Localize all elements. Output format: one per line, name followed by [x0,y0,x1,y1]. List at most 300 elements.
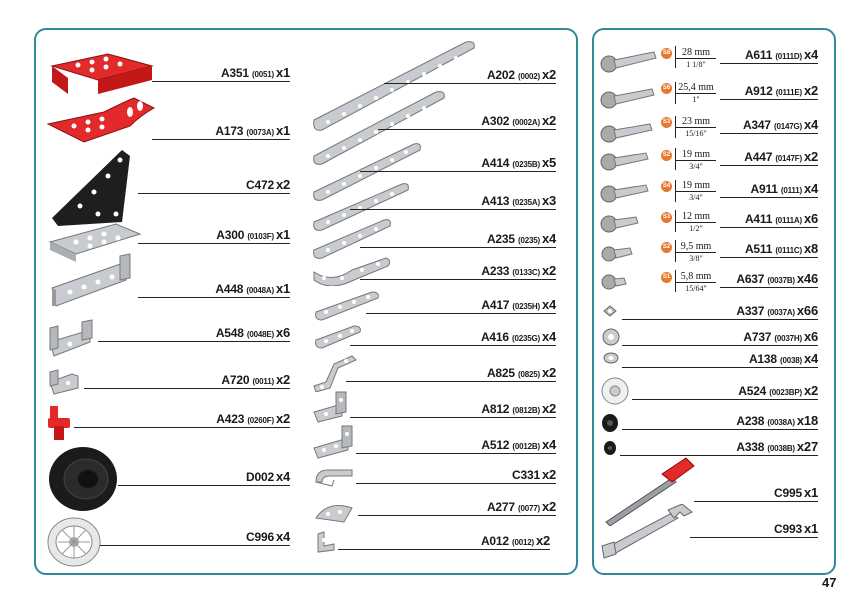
length-inch: 3/4" [689,193,703,202]
part-code: (0038A) [767,418,795,427]
part-qty: x2 [275,177,290,192]
part-code: (0111) [780,186,802,195]
part-number: A238 [736,414,765,428]
screw-length [676,212,716,233]
part-qty: x2 [541,499,556,514]
screw-length [676,181,716,202]
part-row [720,114,818,134]
screw-size-badge: S8 [661,48,672,59]
part-qty: x4 [541,437,556,452]
part-row [100,526,290,546]
leader-line [720,197,818,198]
length-mm: 25,4 mm [676,83,716,94]
separator [675,82,676,104]
part-code: (0260F) [247,416,274,425]
square-nut-image [602,304,618,318]
part-qty: x2 [541,263,556,278]
leader-line [360,279,556,280]
part-qty: x1 [803,521,818,536]
length-mm: 12 mm [676,212,716,223]
part-number: A512 [481,438,510,452]
part-row [346,362,556,382]
part-code: (0111E) [775,88,802,97]
part-code: (0002A) [512,118,540,127]
separator [675,116,676,138]
part-label [736,271,818,286]
leader-line [138,243,290,244]
part-row [98,322,290,342]
part-row [358,496,556,516]
length-mm: 9,5 mm [676,242,716,253]
red-connector-image [44,404,74,442]
part-row [720,146,818,166]
part-number: C331 [512,468,540,482]
leader-line [378,129,556,130]
part-number: A912 [744,84,773,98]
part-label [246,469,290,484]
part-code: (0111A) [775,216,802,225]
part-number: A416 [480,330,509,344]
leader-line [690,537,818,538]
screw-length [676,150,716,171]
length-inch: 1 1/8" [686,60,706,69]
part-row [350,398,556,418]
part-label [736,303,818,318]
leader-line [100,545,290,546]
screw-size-badge: S4 [661,181,672,192]
leader-line [632,399,818,400]
part-code: (0048E) [246,330,274,339]
part-row [360,152,556,172]
part-number: A173 [215,124,244,138]
hook-bracket-image [312,460,358,490]
part-qty: x1 [803,485,818,500]
length-mm: 19 mm [676,181,716,192]
screw-length [676,117,716,138]
leader-line [338,549,550,550]
part-row [720,238,818,258]
part-row [632,380,818,400]
part-code: (0235A) [512,198,540,207]
part-row [384,64,556,84]
leader-line [118,485,290,486]
length-mm: 28 mm [676,48,716,59]
leader-line [620,455,818,456]
part-row [350,190,556,210]
part-code: (0051) [252,70,274,79]
part-qty: x2 [803,83,818,98]
part-row [84,369,290,389]
leader-line [84,388,290,389]
part-qty: x66 [796,303,818,318]
part-label [751,181,818,196]
leader-line [622,319,818,320]
length-inch: 15/16" [685,129,707,138]
part-code: (0077) [518,504,540,513]
part-label [481,297,556,312]
flanged-plate-red-image [48,44,158,99]
leader-line [720,63,818,64]
part-label [512,467,556,482]
part-row [138,224,290,244]
part-number: A548 [215,326,244,340]
pulley-image [600,376,630,406]
part-code: (0023BP) [769,388,802,397]
part-row [360,260,556,280]
double-bracket-image [46,250,140,314]
part-number: A337 [736,304,765,318]
part-label [743,329,818,344]
part-number: C472 [246,178,274,192]
separator [675,240,676,262]
length-mm: 23 mm [676,117,716,128]
part-number: C995 [774,486,802,500]
leader-line [360,247,556,248]
angle-bracket-image [312,390,352,424]
part-qty: x2 [541,467,556,482]
part-qty: x46 [796,271,818,286]
part-row [620,436,818,456]
part-row [622,348,818,368]
separator [675,46,676,68]
part-number: A720 [221,373,250,387]
part-number: A411 [744,212,773,226]
part-label [743,117,818,132]
part-number: A233 [481,264,510,278]
part-qty: x4 [803,47,818,62]
part-row [720,208,818,228]
part-row [690,518,818,538]
separator [675,270,676,292]
part-qty: x27 [796,439,818,454]
part-qty: x2 [275,411,290,426]
part-number: A347 [742,118,771,132]
part-code: (0037B) [767,276,795,285]
part-row [694,482,818,502]
screw-size-badge: S1 [661,272,672,283]
screw-size-badge: S2 [661,242,672,253]
screw-image [600,240,658,266]
part-qty: x2 [803,383,818,398]
part-code: (0235H) [512,302,540,311]
part-label [221,372,290,387]
part-label [221,65,290,80]
part-code: (0038B) [767,444,795,453]
leader-line [74,427,290,428]
part-row [622,326,818,346]
part-qty: x1 [275,227,290,242]
page-number: 47 [822,575,837,590]
length-inch: 3/4" [689,162,703,171]
part-label [481,437,556,452]
part-number: A524 [738,384,767,398]
part-qty: x2 [541,365,556,380]
part-label [487,67,556,82]
leader-line [356,453,556,454]
part-number: A911 [750,182,778,196]
part-label [481,329,556,344]
part-row [720,178,818,198]
leader-line [346,381,556,382]
angle-bracket-image [312,424,358,460]
length-inch: 15/64" [685,284,707,293]
double-bracket-small-image [46,318,98,362]
part-qty: x18 [796,413,818,428]
part-code: (0235) [518,236,540,245]
screw-size-badge: S6 [661,83,672,94]
part-number: D002 [246,470,274,484]
part-label [749,351,818,366]
part-label [745,211,818,226]
angle-bracket-image [48,366,84,396]
part-qty: x4 [803,117,818,132]
part-label [246,529,290,544]
part-label [246,177,290,192]
part-qty: x1 [275,281,290,296]
part-label [481,533,550,548]
part-label [487,231,556,246]
screw-size-badge: S2 [661,150,672,161]
length-inch: 1" [692,95,700,104]
part-row [350,326,556,346]
wrench-image [600,504,696,560]
screw-image [600,46,658,76]
part-label [481,263,556,278]
screw-image [600,146,658,174]
triangular-flat-plate-image [314,498,356,524]
part-qty: x2 [541,67,556,82]
leader-line [720,99,818,100]
part-number: A351 [220,66,249,80]
part-number: A511 [744,242,773,256]
lock-nut-image [602,328,620,346]
tire-image [46,444,120,514]
leader-line [360,171,556,172]
part-code: (0235G) [511,334,540,343]
part-row [138,278,290,298]
part-number: A611 [744,48,773,62]
washer-image [603,352,619,364]
part-number: A447 [744,150,773,164]
part-qty: x6 [803,211,818,226]
leader-line [152,81,290,82]
part-code: (0812B) [512,406,540,415]
length-inch: 3/8" [689,254,703,263]
part-label [487,365,556,380]
leader-line [720,257,818,258]
length-mm: 19 mm [676,150,716,161]
part-qty: x4 [803,181,818,196]
part-row [378,110,556,130]
part-qty: x4 [541,297,556,312]
part-qty: x4 [275,529,290,544]
part-qty: x4 [541,329,556,344]
part-number: A825 [486,366,515,380]
separator [675,210,676,232]
part-row [74,408,290,428]
curved-plate-red-image [44,92,158,147]
part-qty: x2 [275,372,290,387]
part-qty: x2 [535,533,550,548]
part-qty: x1 [275,123,290,138]
part-qty: x8 [803,241,818,256]
leader-line [694,501,818,502]
part-code: (0111C) [775,246,802,255]
leader-line [98,341,290,342]
leader-line [358,515,556,516]
part-label [481,113,556,128]
part-label [215,281,290,296]
screw-length [676,48,716,69]
part-label [216,325,290,340]
part-number: A812 [481,402,510,416]
part-label [481,193,556,208]
part-number: A417 [481,298,510,312]
leader-line [622,345,818,346]
part-code: (0111D) [775,52,802,61]
screw-image [600,178,658,206]
separator [675,148,676,170]
part-code: (0037A) [767,308,795,317]
part-code: (0147F) [775,154,802,163]
part-code: (0073A) [246,128,274,137]
part-row [366,294,556,314]
part-label [216,227,290,242]
part-code: (0235B) [512,160,540,169]
leader-line [138,297,290,298]
part-label [774,485,818,500]
part-row [338,530,550,550]
part-label [745,47,818,62]
leader-line [720,227,818,228]
length-inch: 1/2" [689,224,703,233]
part-number: A138 [748,352,777,366]
part-code: (0103F) [247,232,274,241]
small-angle-bracket-image [314,530,336,554]
part-qty: x4 [541,231,556,246]
part-row [622,300,818,320]
part-qty: x2 [541,401,556,416]
part-qty: x6 [803,329,818,344]
part-label [487,499,556,514]
leader-line [622,367,818,368]
leader-line [720,287,818,288]
part-row [152,62,290,82]
part-code: (0825) [518,370,540,379]
part-number: C996 [246,530,274,544]
black-spacer-small-image [602,440,618,456]
part-code: (0011) [252,377,274,386]
part-number: A414 [481,156,510,170]
part-label [736,439,818,454]
part-label [738,383,818,398]
part-number: A637 [736,272,765,286]
part-qty: x4 [275,469,290,484]
part-label [745,241,818,256]
part-label [774,521,818,536]
part-number: A012 [480,534,509,548]
leader-line [366,313,556,314]
part-code: (0037H) [774,334,802,343]
part-label [216,411,290,426]
wheel-rim-image [46,516,102,568]
leader-line [720,133,818,134]
part-qty: x5 [541,155,556,170]
part-code: (0002) [518,72,540,81]
part-qty: x2 [541,113,556,128]
screw-length [676,83,716,104]
length-mm: 5,8 mm [676,272,716,283]
part-row [118,466,290,486]
screw-image [600,270,658,294]
part-row [138,174,290,194]
leader-line [152,139,290,140]
part-number: A737 [743,330,772,344]
part-number: A302 [481,114,510,128]
part-row [720,268,818,288]
part-label [744,149,818,164]
screw-image [600,82,658,112]
part-number: C993 [774,522,802,536]
part-label [481,155,556,170]
part-code: (0012B) [512,442,540,451]
part-qty: x2 [803,149,818,164]
part-label [736,413,818,428]
part-qty: x4 [803,351,818,366]
screw-size-badge: S3 [661,212,672,223]
part-row [356,464,556,484]
part-number: A300 [216,228,245,242]
part-code: (0038) [780,356,802,365]
leader-line [138,193,290,194]
leader-line [720,165,818,166]
part-label [745,83,818,98]
part-number: A235 [486,232,515,246]
leader-line [384,83,556,84]
black-spacer-image [600,412,620,434]
screw-length [676,242,716,263]
leader-line [622,429,818,430]
part-qty: x3 [541,193,556,208]
part-row [720,44,818,64]
part-row [356,434,556,454]
leader-line [350,417,556,418]
part-row [360,228,556,248]
part-qty: x1 [275,65,290,80]
screw-image [600,116,658,146]
part-code: (0048A) [246,286,274,295]
part-row [152,120,290,140]
part-qty: x6 [275,325,290,340]
screw-length [676,272,716,293]
part-number: A277 [486,500,515,514]
part-label [481,401,556,416]
part-number: A413 [481,194,510,208]
part-code: (0147G) [773,122,802,131]
part-label [215,123,290,138]
leader-line [350,345,556,346]
part-number: A338 [736,440,765,454]
screw-size-badge: S3 [661,117,672,128]
part-row [622,410,818,430]
leader-line [356,483,556,484]
screw-image [600,210,658,236]
part-code: (0012) [512,538,534,547]
part-number: A448 [215,282,244,296]
part-code: (0133C) [512,268,540,277]
part-number: A423 [216,412,245,426]
part-row [720,80,818,100]
